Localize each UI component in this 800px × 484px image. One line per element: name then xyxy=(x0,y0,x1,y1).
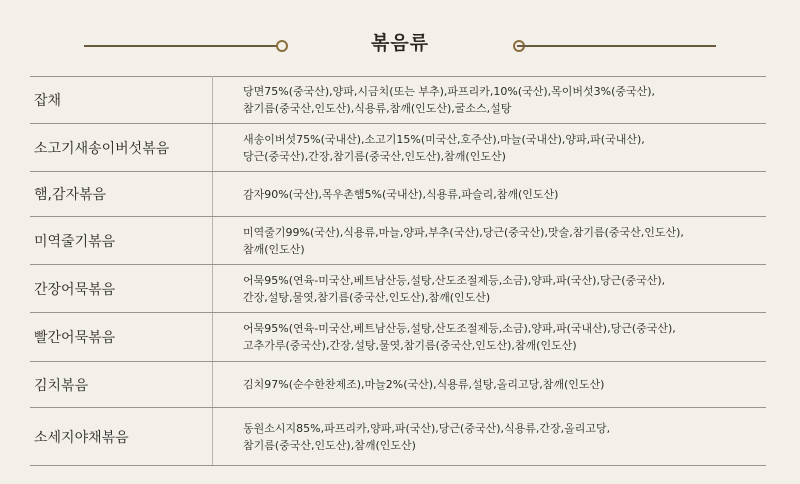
ingredient-line: 김치97%(순수한찬제조),마늘2%(국산),식용류,설탕,올리고당,참깨(인도산) xyxy=(243,378,605,391)
ingredient-line: 고추가루(중국산),간장,설탕,물엿,참기름(중국산,인도산),참깨(인도산) xyxy=(243,339,577,352)
decorative-line-right xyxy=(517,45,716,47)
ingredient-text xyxy=(213,362,767,408)
table-row xyxy=(30,172,766,217)
ingredient-text xyxy=(213,408,767,466)
table-row xyxy=(30,124,766,172)
ingredient-text xyxy=(213,77,767,124)
ingredient-line: 당근(중국산),간장,참기름(중국산,인도산),참깨(인도산) xyxy=(243,149,506,163)
dish-name: 빨간어묵볶음 xyxy=(30,313,213,362)
dish-name: 소세지야채볶음 xyxy=(30,408,213,466)
table-row xyxy=(30,217,766,265)
dish-name: 간장어묵볶음 xyxy=(30,265,213,313)
ingredient-line: 감자90%(국산),목우촌햄5%(국내산),식용류,파슬리,참깨(인도산) xyxy=(243,187,559,201)
ingredient-line: 참기름(중국산,인도산),참깨(인도산) xyxy=(243,438,416,452)
ingredient-line: 참기름(중국산,인도산),식용류,참깨(인도산),굴소스,설탕 xyxy=(243,102,512,115)
ingredient-line: 간장,설탕,물엿,참기름(중국산,인도산),참깨(인도산) xyxy=(243,290,491,304)
ingredient-line: 어묵95%(연육-미국산,베트남산등,설탕,산도조절제등,소금),양파,파(국내산),당근(중국산), xyxy=(243,322,676,335)
ingredient-line: 미역줄기99%(국산),식용류,마늘,양파,부추(국산),당근(중국산),맛술,참기름(중국산,인도산), xyxy=(243,225,684,239)
ingredient-line: 동원소시지85%,파프리카,양파,파(국산),당근(중국산),식용류,간장,올리고당, xyxy=(243,421,611,435)
dish-name: 소고기새송이버섯볶음 xyxy=(30,124,213,172)
ingredient-table xyxy=(30,76,766,466)
ingredient-text xyxy=(213,172,767,217)
ingredient-line: 참깨(인도산) xyxy=(243,242,305,256)
dish-name: 미역줄기볶음 xyxy=(30,217,213,265)
table-row xyxy=(30,408,766,466)
table-row xyxy=(30,77,766,124)
ingredient-text xyxy=(213,313,767,362)
ingredient-text xyxy=(213,124,767,172)
dish-name: 잡채 xyxy=(30,77,213,124)
ingredient-line: 당면75%(중국산),양파,시금치(또는 부추),파프리카,10%(국산),목이버섯3%(중국산), xyxy=(243,85,656,98)
table-row xyxy=(30,362,766,408)
ingredient-text xyxy=(213,265,767,313)
section-header xyxy=(0,0,800,76)
ingredient-line: 어묵95%(연육-미국산,베트남산등,설탕,산도조절제등,소금),양파,파(국산),당근(중국산), xyxy=(243,273,666,287)
ingredient-text xyxy=(213,217,767,265)
dish-name: 햄,감자볶음 xyxy=(30,172,213,217)
ingredient-line: 새송이버섯75%(국내산),소고기15%(미국산,호주산),마늘(국내산),양파,파(국내산), xyxy=(243,132,645,146)
dish-name: 김치볶음 xyxy=(30,362,213,408)
page-title: 볶음류 xyxy=(370,32,430,54)
table-row xyxy=(30,313,766,362)
table-row xyxy=(30,265,766,313)
